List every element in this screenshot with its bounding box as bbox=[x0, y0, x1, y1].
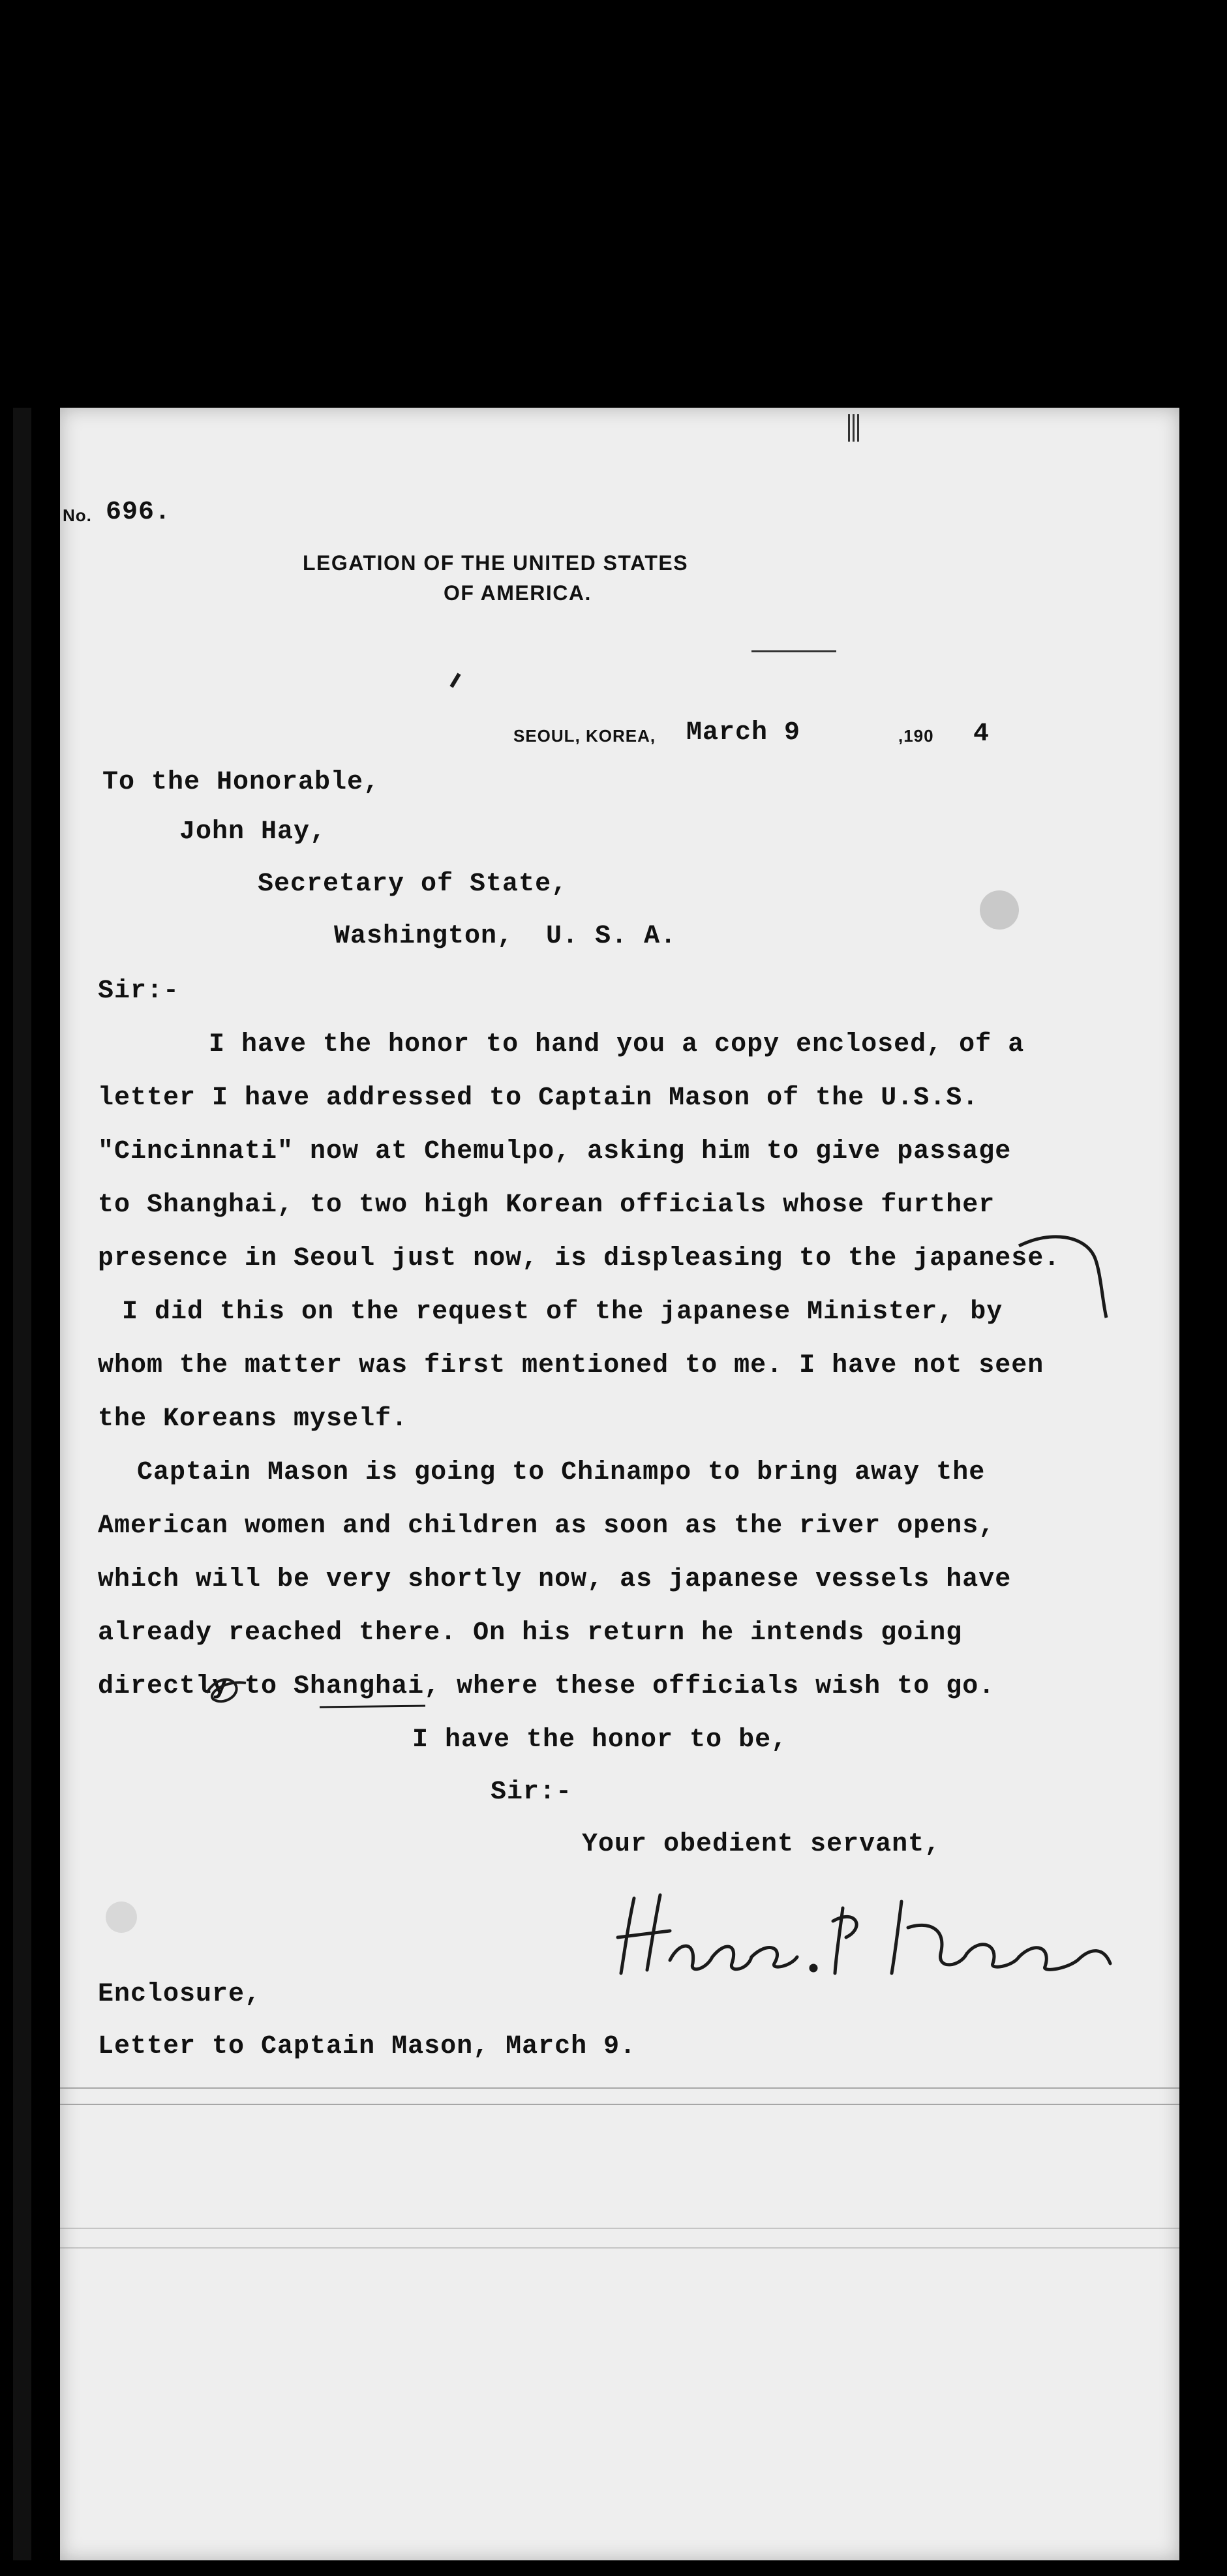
address-line-1: To the Honorable, bbox=[102, 768, 380, 797]
signature bbox=[618, 1895, 1110, 1973]
closing-servant: Your obedient servant, bbox=[582, 1830, 941, 1859]
body-line: to Shanghai, to two high Korean officials whose further bbox=[98, 1190, 995, 1220]
body-line: letter I have addressed to Captain Mason of the U.S.S. bbox=[98, 1083, 979, 1113]
body-line: I did this on the request of the japanese Minister, by bbox=[122, 1297, 1003, 1327]
body-line: which will be very shortly now, as japanese vessels have bbox=[98, 1565, 1012, 1594]
address-line-4: Washington, U. S. A. bbox=[334, 922, 677, 951]
body-line: American women and children as soon as the river opens, bbox=[98, 1511, 995, 1541]
pen-mark bbox=[451, 674, 459, 687]
handwriting-overlay bbox=[60, 408, 1179, 2560]
letter-page bbox=[60, 408, 1179, 2560]
body-line: already reached there. On his return he intends going bbox=[98, 1618, 963, 1648]
body-line: the Koreans myself. bbox=[98, 1404, 408, 1434]
body-line: directly to Shanghai, where these officials wish to go. bbox=[98, 1672, 995, 1701]
address-line-2: John Hay, bbox=[179, 817, 327, 847]
body-line: Captain Mason is going to Chinampo to bring away the bbox=[137, 1458, 986, 1487]
closing-sir: Sir:- bbox=[491, 1778, 573, 1807]
body-line: whom the matter was first mentioned to me. I have not seen bbox=[98, 1351, 1044, 1380]
number-prefix: No. bbox=[63, 506, 92, 525]
enclosure-label: Enclosure, bbox=[98, 1980, 262, 2009]
enclosure-item: Letter to Captain Mason, March 9. bbox=[98, 2032, 637, 2061]
pen-mark bbox=[207, 1680, 246, 1701]
body-line: "Cincinnati" now at Chemulpo, asking him to give passage bbox=[98, 1137, 1012, 1166]
despatch-number: 696. bbox=[106, 498, 172, 527]
letterhead-line-1: LEGATION OF THE UNITED STATES bbox=[303, 551, 689, 575]
place-line: SEOUL, KOREA, bbox=[513, 726, 656, 746]
year-prefix: ,190 bbox=[898, 726, 934, 746]
closing-honor: I have the honor to be, bbox=[412, 1725, 788, 1755]
letter-date: March 9 bbox=[686, 718, 801, 748]
body-line: presence in Seoul just now, is displeasing to the japanese. bbox=[98, 1244, 1061, 1273]
film-marks bbox=[848, 414, 861, 442]
salutation-sir: Sir:- bbox=[98, 977, 180, 1006]
letterhead-line-2: OF AMERICA. bbox=[444, 581, 592, 605]
film-edge bbox=[13, 408, 31, 2560]
pen-mark bbox=[320, 1706, 425, 1707]
pen-mark bbox=[1019, 1237, 1106, 1318]
body-line: I have the honor to hand you a copy enclosed, of a bbox=[209, 1030, 1025, 1059]
year-digit: 4 bbox=[973, 720, 990, 749]
address-line-3: Secretary of State, bbox=[258, 870, 568, 899]
